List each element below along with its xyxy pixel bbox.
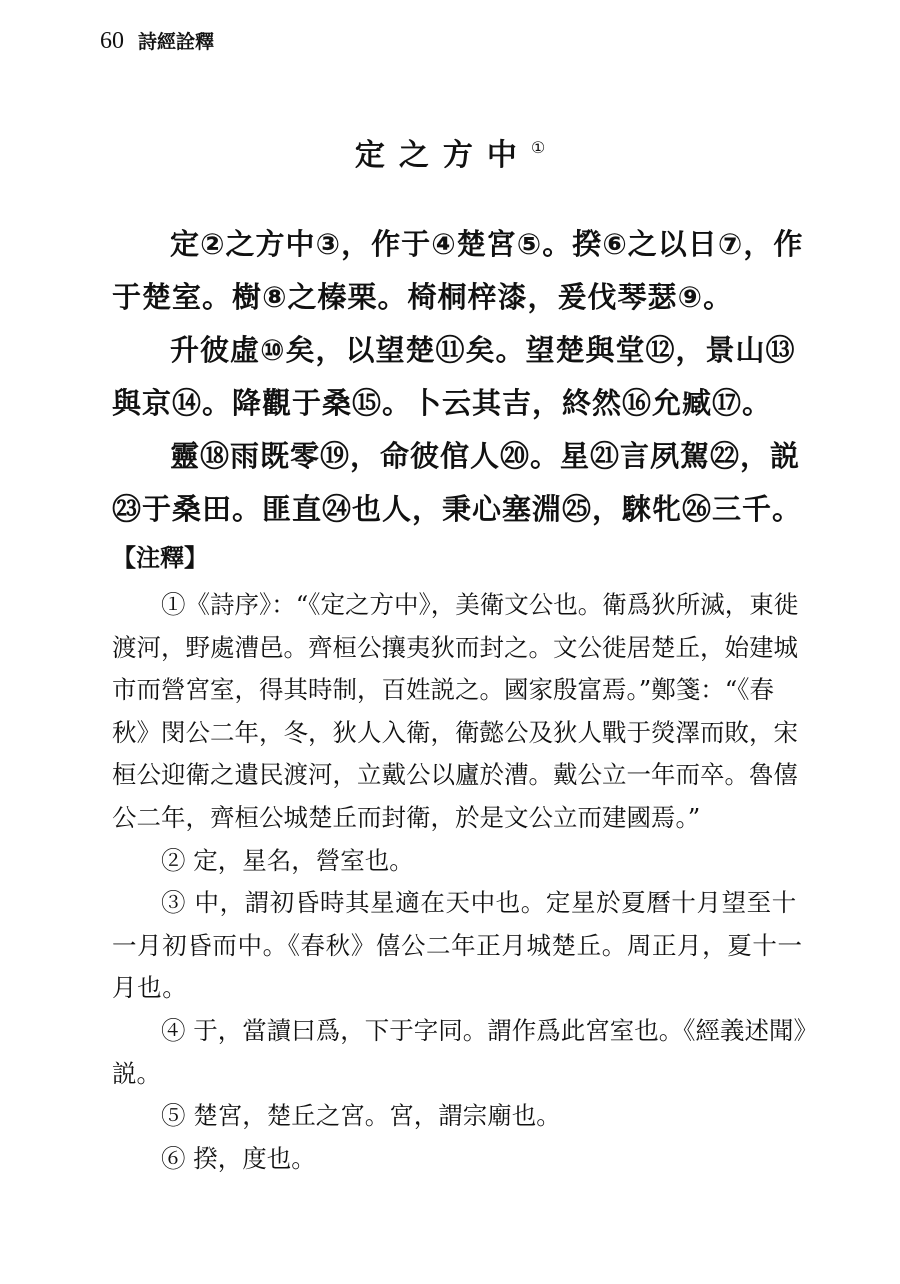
note-item-3: ③ 中，謂初昏時其星適在天中也。定星於夏曆十月望至十一月初昏而中。《春秋》僖公二年正月城楚丘。周正月，夏十一月也。 [112, 888, 803, 1003]
note-item-5: ⑤ 楚宮，楚丘之宮。宮，謂宗廟也。 [161, 1101, 561, 1131]
poem-body [112, 218, 812, 536]
page-number: 60 [100, 28, 124, 54]
running-header [100, 27, 214, 57]
poem-stanza-3: 靈⑱雨既零⑲，命彼倌人⑳。星㉑言夙駕㉒，説㉓于桑田。匪直㉔也人，秉心塞淵㉕，騋牝㉖三千。 [112, 439, 803, 526]
poem-title-note-mark: ① [530, 138, 546, 157]
notes-heading: 【注釋】 [112, 544, 208, 572]
note-item-4: ④ 于，當讀曰爲，下于字同。謂作爲此宮室也。《經義述聞》説。 [112, 1015, 806, 1088]
poem-title [0, 130, 900, 174]
note-item-1: ①《詩序》：“《定之方中》，美衛文公也。衛爲狄所滅，東徙渡河，野處漕邑。齊桓公攘夷狄而封之。文公徙居楚丘，始建城市而營宮室，得其時制，百姓説之。國家殷富焉。”鄭箋：“《春秋》閔公二年，冬，狄人入衛，衛懿公及狄人戰于熒澤而敗，宋桓公迎衛之遺民渡河，立戴公以廬於漕。戴公立一年而卒。魯僖公二年，齊桓公城楚丘而封衛，於是文公立而建國焉。” [112, 590, 799, 832]
book-title: 詩經詮釋 [138, 31, 215, 53]
poem-stanza-1: 定②之方中③，作于④楚宮⑤。揆⑥之以日⑦，作于楚室。樹⑧之榛栗。椅桐梓漆，爰伐琴瑟⑨。 [112, 227, 804, 314]
note-item-6: ⑥ 揆，度也。 [161, 1143, 316, 1173]
poem-stanza-2: 升彼虛⑩矣，以望楚⑪矣。望楚與堂⑫，景山⑬與京⑭。降觀于桑⑮。卜云其吉，終然⑯允臧⑰。 [112, 333, 796, 420]
notes-list [112, 584, 807, 1180]
note-item-2: ② 定，星名，營室也。 [161, 845, 414, 875]
poem-title-text: 定之方中 [354, 138, 531, 173]
